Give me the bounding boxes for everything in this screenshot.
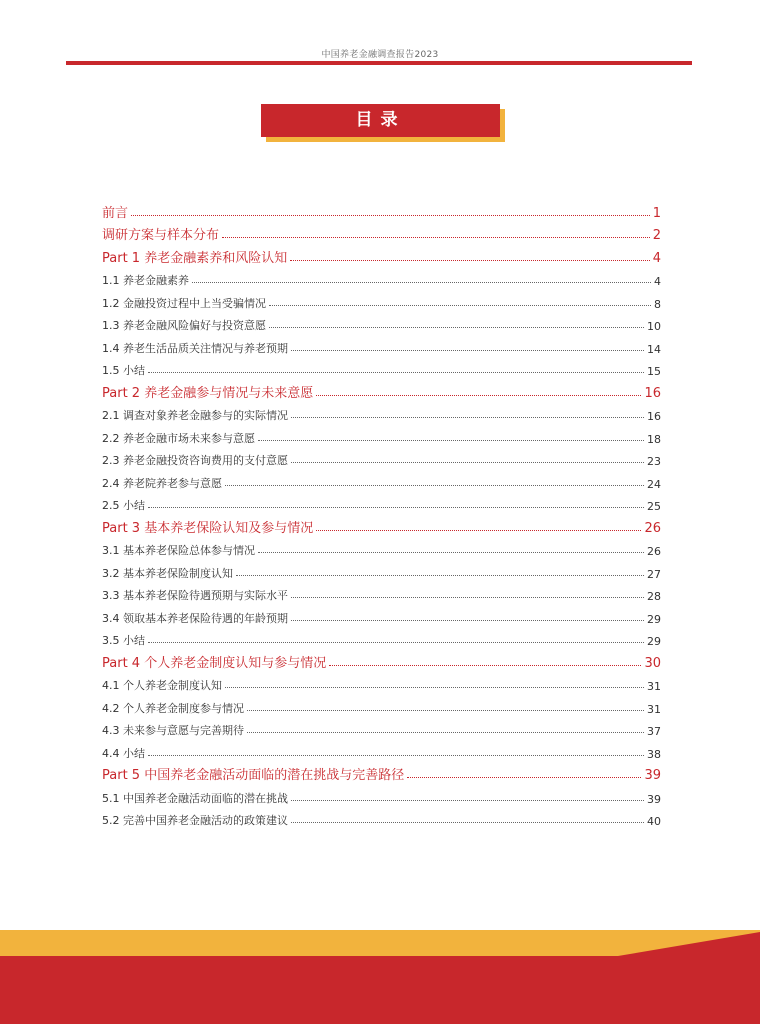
toc-page-number: 31: [647, 680, 661, 693]
toc-section-entry[interactable]: [102, 738, 661, 761]
toc-dot-leader: [131, 215, 650, 216]
toc-page-number: 40: [647, 815, 661, 828]
toc-dot-leader: [247, 732, 644, 733]
toc-entry-label: 2.3 养老金融投资咨询费用的支付意愿: [102, 454, 288, 467]
toc-page-number: 2: [652, 228, 661, 243]
toc-dot-leader: [407, 777, 641, 778]
toc-entry-label: 前言: [102, 205, 129, 221]
toc-entry-label: 2.5 小结: [102, 499, 145, 512]
toc-dot-leader: [316, 395, 641, 396]
toc-section-entry[interactable]: [102, 356, 661, 379]
toc-dot-leader: [148, 642, 644, 643]
toc-page-number: 28: [647, 590, 661, 603]
toc-page-number: 10: [647, 320, 661, 333]
toc-dot-leader: [329, 665, 641, 666]
toc-part-entry[interactable]: [102, 513, 661, 536]
toc-entry-label: 1.2 金融投资过程中上当受骗情况: [102, 296, 266, 310]
running-header: 中国养老金融调查报告2023: [321, 50, 439, 60]
toc-page-number: 14: [647, 342, 661, 356]
toc-dot-leader: [148, 372, 644, 373]
toc-page-number: 23: [647, 455, 661, 468]
toc-dot-leader: [291, 417, 644, 418]
toc-page-number: 25: [647, 500, 661, 513]
toc-page-number: 18: [647, 432, 661, 446]
toc-page-number: 24: [647, 477, 661, 491]
toc-entry-label: Part 2 养老金融参与情况与未来意愿: [102, 385, 314, 401]
toc-section-entry[interactable]: [102, 716, 661, 739]
toc-page-number: 29: [647, 612, 661, 626]
toc-entry-label: 5.1 中国养老金融活动面临的潜在挑战: [102, 791, 288, 805]
toc-entry-label: 1.5 小结: [102, 364, 145, 377]
table-of-contents: [102, 198, 661, 828]
toc-section-entry[interactable]: [102, 806, 661, 829]
toc-section-entry[interactable]: [102, 468, 661, 491]
toc-section-entry[interactable]: [102, 671, 661, 694]
toc-dot-leader: [291, 822, 644, 823]
toc-page-number: 29: [647, 635, 661, 648]
toc-section-entry[interactable]: [102, 693, 661, 716]
toc-entry-label: 2.2 养老金融市场未来参与意愿: [102, 431, 255, 445]
toc-dot-leader: [192, 282, 651, 283]
toc-entry-label: 调研方案与样本分布: [102, 228, 220, 243]
toc-part-entry[interactable]: [102, 648, 661, 671]
toc-dot-leader: [258, 440, 644, 441]
toc-entry-label: 1.1 养老金融素养: [102, 274, 189, 287]
toc-dot-leader: [269, 305, 651, 306]
footer-band: [0, 930, 760, 1024]
toc-dot-leader: [225, 485, 644, 486]
toc-section-entry[interactable]: [102, 558, 661, 581]
toc-dot-leader: [148, 755, 644, 756]
toc-title: 目录: [261, 104, 500, 137]
toc-page-number: 1: [652, 205, 661, 221]
toc-page-number: 16: [647, 410, 661, 423]
toc-dot-leader: [236, 575, 644, 576]
toc-entry-label: 1.3 养老金融风险偏好与投资意愿: [102, 319, 266, 332]
toc-entry-label: 5.2 完善中国养老金融活动的政策建议: [102, 814, 288, 827]
toc-part-entry[interactable]: [102, 198, 661, 221]
toc-dot-leader: [291, 800, 644, 801]
toc-page-number: 31: [647, 702, 661, 716]
toc-page-number: 39: [647, 792, 661, 806]
toc-entry-label: Part 1 养老金融素养和风险认知: [102, 250, 288, 266]
toc-dot-leader: [258, 552, 644, 553]
toc-dot-leader: [316, 530, 641, 531]
toc-dot-leader: [291, 462, 644, 463]
toc-page-number: 4: [652, 250, 661, 266]
toc-entry-label: Part 5 中国养老金融活动面临的潜在挑战与完善路径: [102, 768, 405, 783]
toc-part-entry[interactable]: [102, 761, 661, 784]
toc-entry-label: 3.4 领取基本养老保险待遇的年龄预期: [102, 611, 288, 625]
toc-page-number: 16: [644, 385, 661, 401]
toc-page-number: 8: [654, 297, 661, 311]
toc-dot-leader: [291, 597, 644, 598]
toc-section-entry[interactable]: [102, 266, 661, 289]
toc-entry-label: 3.5 小结: [102, 634, 145, 647]
toc-dot-leader: [269, 327, 644, 328]
toc-page-number: 37: [647, 725, 661, 738]
toc-entry-label: Part 4 个人养老金制度认知与参与情况: [102, 655, 327, 671]
toc-dot-leader: [290, 260, 650, 261]
toc-entry-label: 4.2 个人养老金制度参与情况: [102, 701, 244, 715]
toc-entry-label: 1.4 养老生活品质关注情况与养老预期: [102, 341, 288, 355]
toc-section-entry[interactable]: [102, 626, 661, 649]
toc-part-entry[interactable]: [102, 221, 661, 244]
toc-entry-label: Part 3 基本养老保险认知及参与情况: [102, 520, 314, 536]
toc-section-entry[interactable]: [102, 333, 661, 356]
toc-page-number: 26: [644, 520, 661, 536]
toc-dot-leader: [247, 710, 644, 711]
toc-page-number: 38: [647, 747, 661, 761]
toc-page-number: 39: [644, 768, 661, 783]
toc-page-number: 26: [647, 545, 661, 558]
toc-page-number: 4: [654, 275, 661, 288]
toc-entry-label: 4.4 小结: [102, 746, 145, 760]
toc-part-entry[interactable]: [102, 243, 661, 266]
toc-section-entry[interactable]: [102, 491, 661, 514]
toc-section-entry[interactable]: [102, 581, 661, 604]
toc-section-entry[interactable]: [102, 288, 661, 311]
toc-entry-label: 2.4 养老院养老参与意愿: [102, 476, 222, 490]
toc-part-entry[interactable]: [102, 378, 661, 401]
toc-section-entry[interactable]: [102, 783, 661, 806]
toc-entry-label: 2.1 调查对象养老金融参与的实际情况: [102, 409, 288, 422]
toc-entry-label: 3.1 基本养老保险总体参与情况: [102, 544, 255, 557]
toc-section-entry[interactable]: [102, 423, 661, 446]
toc-page-number: 27: [647, 567, 661, 581]
toc-section-entry[interactable]: [102, 401, 661, 424]
toc-page-number: 30: [644, 655, 661, 671]
toc-entry-label: 4.1 个人养老金制度认知: [102, 679, 222, 692]
toc-dot-leader: [225, 687, 644, 688]
toc-dot-leader: [148, 507, 644, 508]
toc-entry-label: 3.3 基本养老保险待遇预期与实际水平: [102, 589, 288, 602]
toc-dot-leader: [291, 350, 644, 351]
toc-dot-leader: [222, 237, 650, 238]
toc-section-entry[interactable]: [102, 603, 661, 626]
toc-section-entry[interactable]: [102, 311, 661, 334]
toc-entry-label: 3.2 基本养老保险制度认知: [102, 566, 233, 580]
header-rule: [66, 61, 692, 65]
toc-section-entry[interactable]: [102, 536, 661, 559]
toc-page-number: 15: [647, 365, 661, 378]
toc-dot-leader: [291, 620, 644, 621]
toc-entry-label: 4.3 未来参与意愿与完善期待: [102, 724, 244, 737]
toc-section-entry[interactable]: [102, 446, 661, 469]
